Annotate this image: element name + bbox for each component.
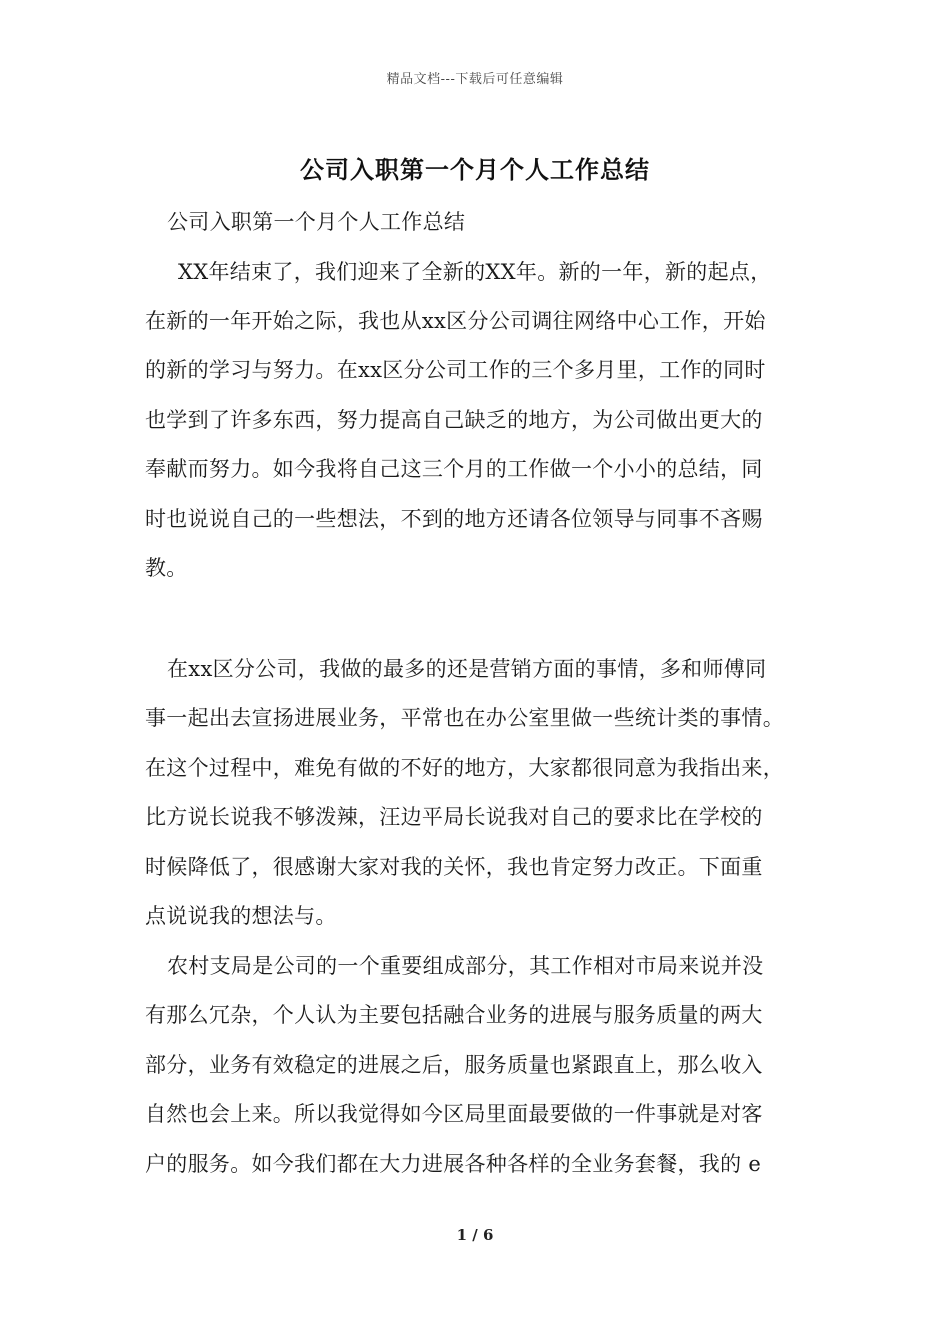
paragraph-line: 教。 (145, 556, 188, 580)
paragraph-line: 比方说长说我不够泼辣，汪边平局长说我对自己的要求比在学校的 (145, 805, 763, 829)
paragraph-line: 在新的一年开始之际，我也从xx区分公司调往网络中心工作，开始 (145, 309, 766, 333)
paragraph-line: 户的服务。如今我们都在大力进展各种各样的全业务套餐，我的 e (145, 1152, 762, 1176)
page-number: 1 / 6 (456, 1226, 494, 1244)
paragraph-line: 事一起出去宣扬进展业务，平常也在办公室里做一些统计类的事情。 (145, 706, 784, 730)
paragraph-line: 农村支局是公司的一个重要组成部分，其工作相对市局来说并没 (167, 954, 764, 978)
paragraph-line: 有那么冗杂，个人认为主要包括融合业务的进展与服务质量的两大 (145, 1003, 763, 1027)
paragraph-line: XX年结束了，我们迎来了全新的XX年。新的一年，新的起点， (178, 260, 772, 284)
paragraph-line: 在这个过程中，难免有做的不好的地方，大家都很同意为我指出来， (145, 756, 784, 780)
paragraph-line: 时候降低了，很感谢大家对我的关怀，我也肯定努力改正。下面重 (145, 855, 763, 879)
document-title: 公司入职第一个月个人工作总结 (300, 155, 650, 184)
page-header: 精品文档---下载后可任意编辑 (386, 72, 564, 87)
paragraph-line: 点说说我的想法与。 (145, 904, 337, 928)
paragraph-line: 在xx区分公司，我做的最多的还是营销方面的事情，多和师傅同 (167, 657, 767, 681)
document-subtitle: 公司入职第一个月个人工作总结 (167, 210, 466, 234)
paragraph-line: 时也说说自己的一些想法，不到的地方还请各位领导与同事不吝赐 (145, 507, 763, 531)
paragraph-line: 部分，业务有效稳定的进展之后，服务质量也紧跟直上，那么收入 (145, 1053, 763, 1077)
paragraph-line: 的新的学习与努力。在xx区分公司工作的三个多月里，工作的同时 (145, 358, 766, 382)
paragraph-line: 自然也会上来。所以我觉得如今区局里面最要做的一件事就是对客 (145, 1102, 763, 1126)
paragraph-line: 也学到了许多东西，努力提高自己缺乏的地方，为公司做出更大的 (145, 408, 763, 432)
paragraph-line: 奉献而努力。如今我将自己这三个月的工作做一个小小的总结，同 (145, 457, 763, 481)
